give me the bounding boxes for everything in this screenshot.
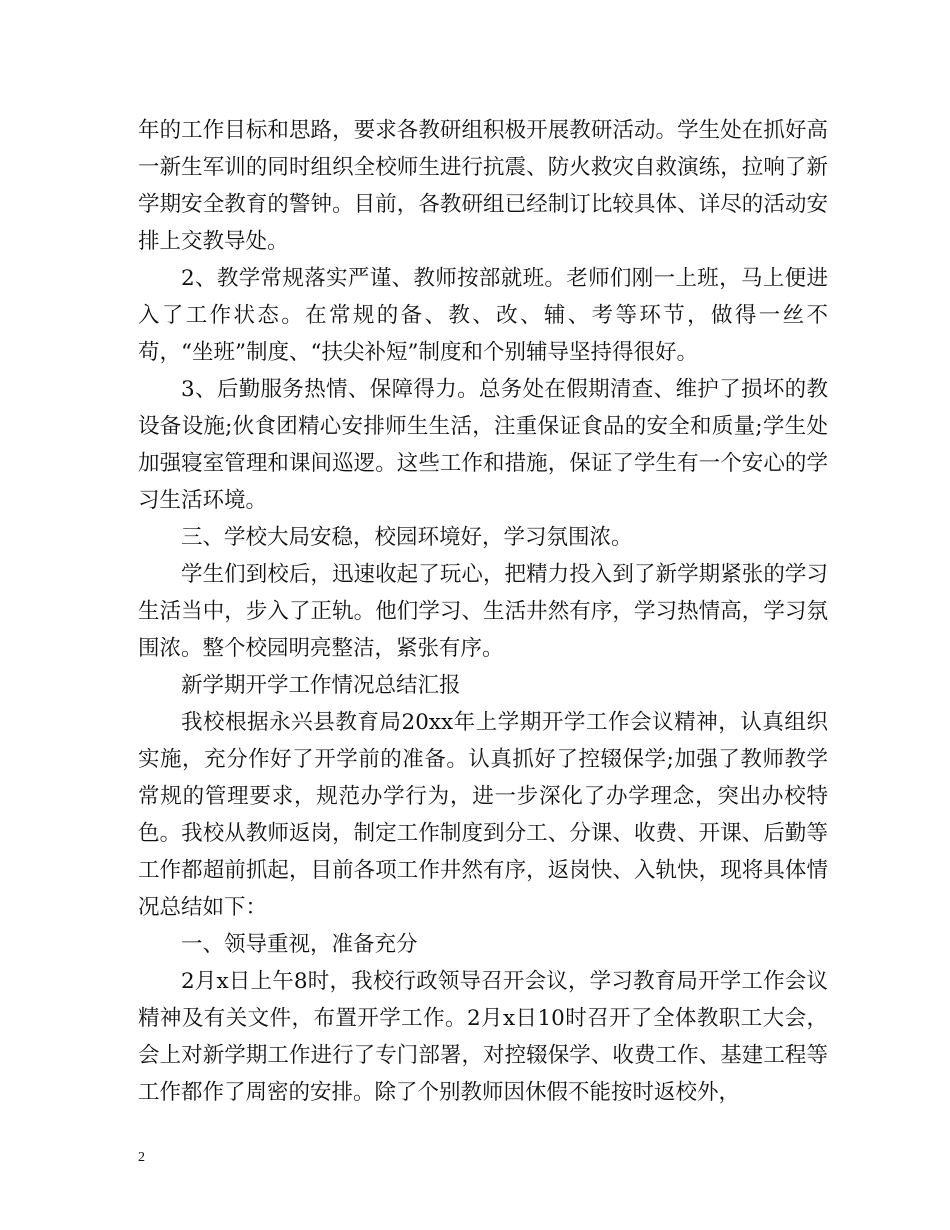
paragraph: 2月x日上午8时，我校行政领导召开会议，学习教育局开学工作会议精神及有关文件，布置开学工作。2月x日10时召开了全体教职工大会，会上对新学期工作进行了专门部署，对控辍保学、收费工作、基建工程等工作都作了周密的安排。除了个别教师因休假不能按时返校外， — [138, 969, 828, 1105]
paragraph: 年的工作目标和思路，要求各教研组积极开展教研活动。学生处在抓好高一新生军训的同时组织全校师生进行抗震、防火救灾自救演练，拉响了新学期安全教育的警钟。目前，各教研组已经制订比较具体、详尽的活动安排上交教导处。 — [138, 118, 828, 254]
paragraph: 学生们到校后，迅速收起了玩心，把精力投入到了新学期紧张的学习生活当中，步入了正轨。他们学习、生活井然有序，学习热情高，学习氛围浓。整个校园明亮整洁，紧张有序。 — [138, 562, 828, 661]
document-title: 新学期开学工作情况总结汇报 — [181, 673, 461, 698]
paragraph: 我校根据永兴县教育局20xx年上学期开学工作会议精神，认真组织实施，充分作好了开学前的准备。认真抓好了控辍保学;加强了教师教学常规的管理要求，规范办学行为，进一步深化了办学理念，突出办校特色。我校从教师返岗，制定工作制度到分工、分课、收费、开课、后勤等工作都超前抓起，目前各项工作井然有序，返岗快、入轨快，现将具体情况总结如下： — [138, 710, 828, 920]
paragraph: 2、教学常规落实严谨、教师按部就班。老师们刚一上班，马上便进入了工作状态。在常规的备、教、改、辅、考等环节，做得一丝不苟，“坐班”制度、“扶尖补短”制度和个别辅导坚持得很好。 — [138, 266, 828, 365]
document-body — [138, 112, 828, 1111]
page-number: 2 — [138, 1150, 145, 1165]
section-heading: 三、学校大局安稳，校园环境好，学习氛围浓。 — [181, 525, 633, 550]
paragraph: 3、后勤服务热情、保障得力。总务处在假期清查、维护了损坏的教设备设施;伙食团精心安排师生生活，注重保证食品的安全和质量;学生处加强寝室管理和课间巡逻。这些工作和措施，保证了学生有一个安心的学习生活环境。 — [138, 377, 828, 513]
section-heading: 一、领导重视，准备充分 — [181, 932, 418, 957]
